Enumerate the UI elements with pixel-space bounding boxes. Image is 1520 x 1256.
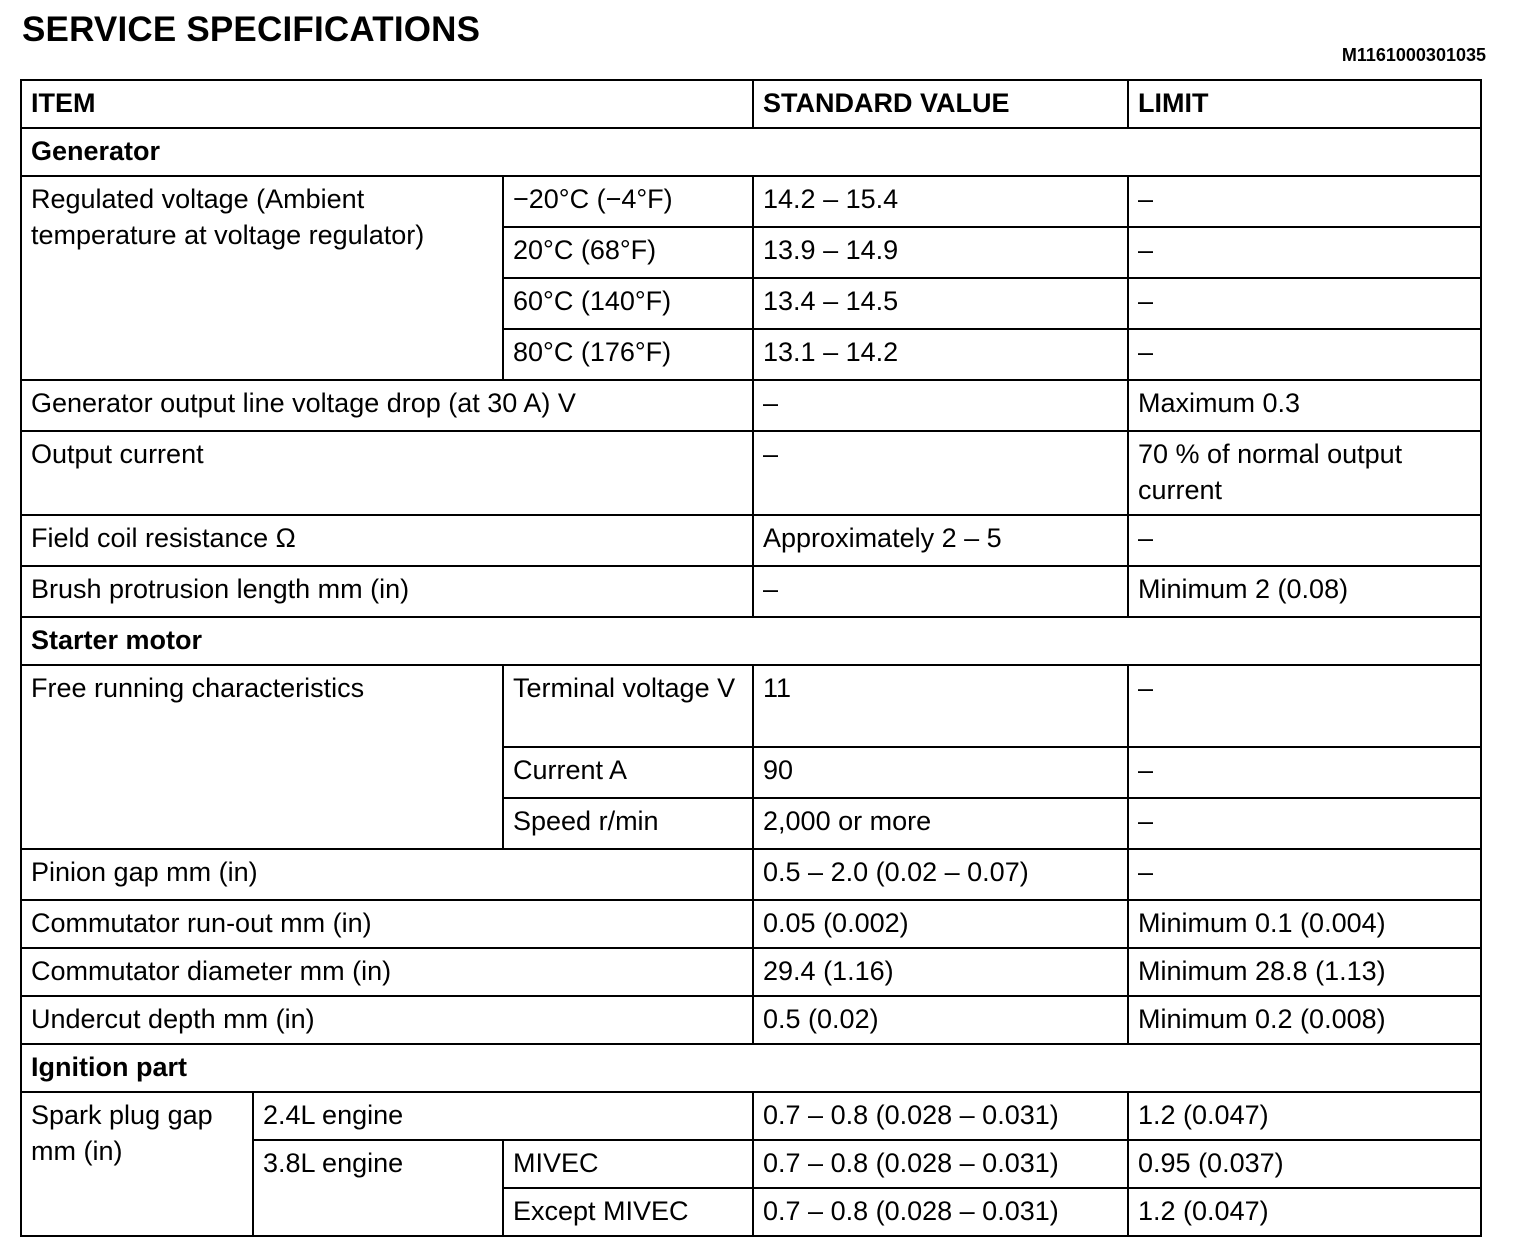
table-row xyxy=(21,665,1481,747)
limit-cell: – xyxy=(1128,798,1481,849)
header-standard-value: STANDARD VALUE xyxy=(753,80,1128,128)
spark-plug-gap-label: Spark plug gap mm (in) xyxy=(21,1092,253,1236)
limit-cell: Minimum 2 (0.08) xyxy=(1128,566,1481,617)
document-id: M1161000301035 xyxy=(1341,45,1486,65)
limit-cell: 1.2 (0.047) xyxy=(1128,1092,1481,1140)
limit-cell: Minimum 28.8 (1.13) xyxy=(1128,948,1481,996)
limit-cell: – xyxy=(1128,329,1481,380)
standard-value-cell: Approximately 2 – 5 xyxy=(753,515,1128,566)
table-row xyxy=(21,849,1481,900)
temperature-cell: 60°C (140°F) xyxy=(503,278,753,329)
standard-value-cell: 13.9 – 14.9 xyxy=(753,227,1128,278)
item-cell: Pinion gap mm (in) xyxy=(21,849,753,900)
limit-cell: – xyxy=(1128,849,1481,900)
regulated-voltage-label: Regulated voltage (Ambient temperature at voltage regulator) xyxy=(21,176,503,380)
standard-value-cell: 14.2 – 15.4 xyxy=(753,176,1128,227)
section-title-generator: Generator xyxy=(21,128,1481,176)
section-row-generator xyxy=(21,128,1481,176)
table-row xyxy=(21,515,1481,566)
standard-value-cell: 0.7 – 0.8 (0.028 – 0.031) xyxy=(753,1188,1128,1236)
section-title-ignition-part: Ignition part xyxy=(21,1044,1481,1092)
section-row-starter-motor xyxy=(21,617,1481,665)
limit-cell: – xyxy=(1128,747,1481,798)
table-row xyxy=(21,900,1481,948)
item-cell: Undercut depth mm (in) xyxy=(21,996,753,1044)
table-row xyxy=(21,948,1481,996)
standard-value-cell: – xyxy=(753,380,1128,431)
temperature-cell: −20°C (−4°F) xyxy=(503,176,753,227)
limit-cell: – xyxy=(1128,515,1481,566)
limit-cell: 0.95 (0.037) xyxy=(1128,1140,1481,1188)
table-row xyxy=(21,380,1481,431)
variant-cell: MIVEC xyxy=(503,1140,753,1188)
standard-value-cell: 90 xyxy=(753,747,1128,798)
standard-value-cell: 0.7 – 0.8 (0.028 – 0.031) xyxy=(753,1092,1128,1140)
standard-value-cell: 0.05 (0.002) xyxy=(753,900,1128,948)
limit-cell: Minimum 0.2 (0.008) xyxy=(1128,996,1481,1044)
standard-value-cell: 2,000 or more xyxy=(753,798,1128,849)
temperature-cell: 20°C (68°F) xyxy=(503,227,753,278)
parameter-cell: Terminal voltage V xyxy=(503,665,753,747)
section-title-starter-motor: Starter motor xyxy=(21,617,1481,665)
item-cell: Brush protrusion length mm (in) xyxy=(21,566,753,617)
standard-value-cell: 0.5 – 2.0 (0.02 – 0.07) xyxy=(753,849,1128,900)
item-cell: Output current xyxy=(21,431,753,515)
limit-cell: Maximum 0.3 xyxy=(1128,380,1481,431)
standard-value-cell: 13.4 – 14.5 xyxy=(753,278,1128,329)
limit-cell: 1.2 (0.047) xyxy=(1128,1188,1481,1236)
limit-cell: – xyxy=(1128,176,1481,227)
table-row xyxy=(21,1092,1481,1140)
free-running-label: Free running characteristics xyxy=(21,665,503,849)
page-title: SERVICE SPECIFICATIONS xyxy=(22,10,481,49)
table-row xyxy=(21,176,1481,227)
standard-value-cell: 11 xyxy=(753,665,1128,747)
limit-cell: Minimum 0.1 (0.004) xyxy=(1128,900,1481,948)
header-limit: LIMIT xyxy=(1128,80,1481,128)
variant-cell: Except MIVEC xyxy=(503,1188,753,1236)
engine-cell: 3.8L engine xyxy=(253,1140,503,1236)
parameter-cell: Current A xyxy=(503,747,753,798)
item-cell: Commutator run-out mm (in) xyxy=(21,900,753,948)
limit-cell: – xyxy=(1128,665,1481,747)
table-row xyxy=(21,566,1481,617)
item-cell: Generator output line voltage drop (at 30 A) V xyxy=(21,380,753,431)
engine-cell: 2.4L engine xyxy=(253,1092,753,1140)
table-row xyxy=(21,996,1481,1044)
limit-cell: 70 % of normal output current xyxy=(1128,431,1481,515)
section-row-ignition-part xyxy=(21,1044,1481,1092)
limit-cell: – xyxy=(1128,227,1481,278)
standard-value-cell: 13.1 – 14.2 xyxy=(753,329,1128,380)
standard-value-cell: – xyxy=(753,566,1128,617)
table-header-row xyxy=(21,80,1481,128)
item-cell: Field coil resistance Ω xyxy=(21,515,753,566)
table-row xyxy=(21,431,1481,515)
standard-value-cell: 0.5 (0.02) xyxy=(753,996,1128,1044)
service-specifications-table xyxy=(20,79,1482,1237)
header-item: ITEM xyxy=(21,80,753,128)
parameter-cell: Speed r/min xyxy=(503,798,753,849)
standard-value-cell: – xyxy=(753,431,1128,515)
temperature-cell: 80°C (176°F) xyxy=(503,329,753,380)
item-cell: Commutator diameter mm (in) xyxy=(21,948,753,996)
limit-cell: – xyxy=(1128,278,1481,329)
standard-value-cell: 0.7 – 0.8 (0.028 – 0.031) xyxy=(753,1140,1128,1188)
standard-value-cell: 29.4 (1.16) xyxy=(753,948,1128,996)
